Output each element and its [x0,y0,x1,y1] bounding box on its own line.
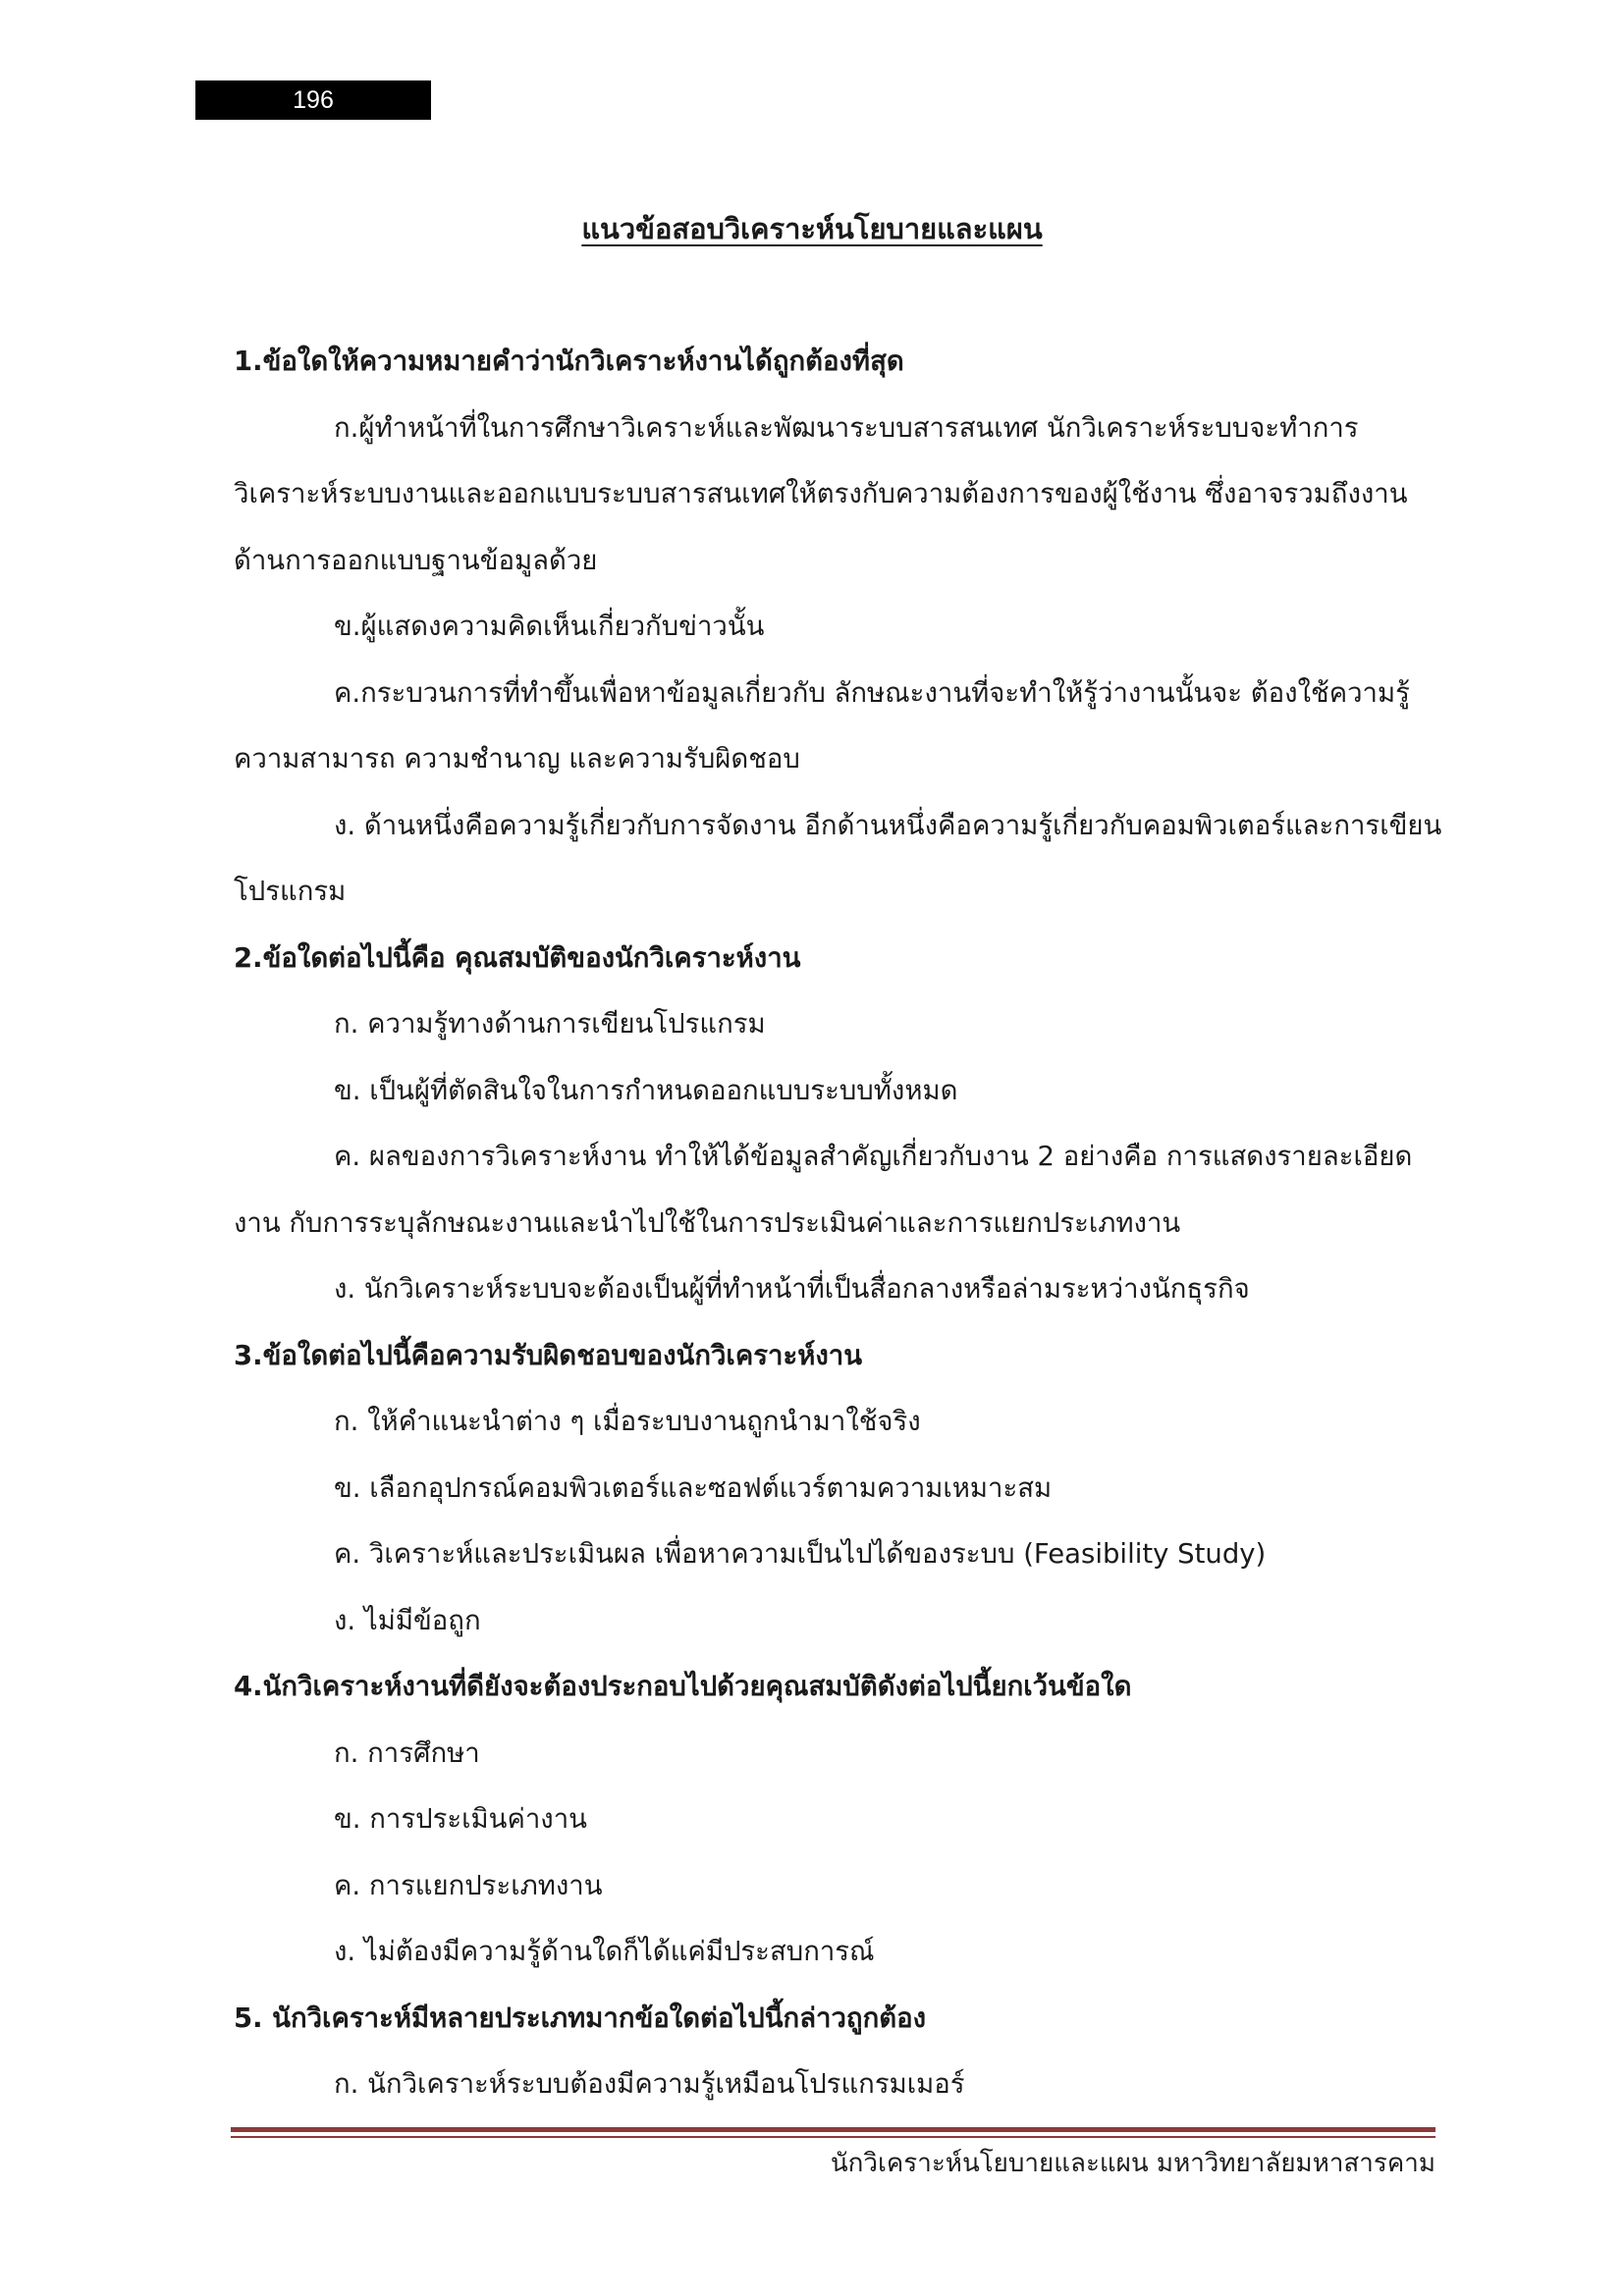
question-text: 1.ข้อใดให้ความหมายคำว่านักวิเคราะห์งานได้ถูกต้องที่สุด [234,346,904,377]
answer-option: งาน กับการระบุลักษณะงานและนำไปใช้ในการประเมินค่าและการแยกประเภทงาน [234,1206,1181,1239]
answer-option: ค. วิเคราะห์และประเมินผล เพื่อหาความเป็นไปได้ของระบบ (Feasibility Study) [334,1538,1267,1570]
answer-option: ก.ผู้ทำหน้าที่ในการศึกษาวิเคราะห์และพัฒนาระบบสารสนเทศ นักวิเคราะห์ระบบจะทำการ [334,411,1359,444]
answer-option: ก. นักวิเคราะห์ระบบต้องมีความรู้เหมือนโปรแกรมเมอร์ [334,2068,965,2100]
answer-option: ด้านการออกแบบฐานข้อมูลด้วย [234,544,598,576]
answer-option: ค.กระบวนการที่ทำขึ้นเพื่อหาข้อมูลเกี่ยวกับ ลักษณะงานที่จะทำให้รู้ว่างานนั้นจะ ต้องใช้ความรู้ [334,676,1410,709]
question-text: 3.ข้อใดต่อไปนี้คือความรับผิดชอบของนักวิเคราะห์งาน [234,1339,863,1371]
answer-option: ก. การศึกษา [334,1736,480,1769]
answer-option: วิเคราะห์ระบบงานและออกแบบระบบสารสนเทศให้ตรงกับความต้องการของผู้ใช้งาน ซึ่งอาจรวมถึงงาน [234,478,1408,509]
question-text: 4.นักวิเคราะห์งานที่ดียังจะต้องประกอบไปด้วยคุณสมบัติดังต่อไปนี้ยกเว้นข้อใด [234,1671,1132,1702]
answer-option: ข.ผู้แสดงความคิดเห็นเกี่ยวกับข่าวนั้น [334,611,765,642]
question-text: 2.ข้อใดต่อไปนี้คือ คุณสมบัติของนักวิเคราะห์งาน [234,941,801,974]
answer-option: ค. การแยกประเภทงาน [334,1869,603,1901]
footer-text: นักวิเคราะห์นโยบายและแผน มหาวิทยาลัยมหาสารคาม [830,2149,1435,2178]
footer-divider [231,2127,1435,2132]
page-number: 196 [195,80,431,120]
answer-option: ง. นักวิเคราะห์ระบบจะต้องเป็นผู้ที่ทำหน้าที่เป็นสื่อกลางหรือล่ามระหว่างนักธุรกิจ [334,1273,1250,1305]
question-text: 5. นักวิเคราะห์มีหลายประเภทมากข้อใดต่อไปนี้กล่าวถูกต้อง [234,2002,927,2034]
answer-option: ค. ผลของการวิเคราะห์งาน ทำให้ได้ข้อมูลสำคัญเกี่ยวกับงาน 2 อย่างคือ การแสดงรายละเอียด [334,1141,1413,1172]
answer-option: ก. ให้คำแนะนำต่าง ๆ เมื่อระบบงานถูกนำมาใช้จริง [334,1406,921,1437]
question-list [234,329,1442,2118]
answer-option: ความสามารถ ความชำนาญ และความรับผิดชอบ [234,743,800,774]
answer-option: ข. การประเมินค่างาน [334,1803,587,1835]
answer-option: ก. ความรู้ทางด้านการเขียนโปรแกรม [334,1008,766,1040]
footer-divider-thin [231,2136,1435,2138]
answer-option: ง. ด้านหนึ่งคือความรู้เกี่ยวกับการจัดงาน อีกด้านหนึ่งคือความรู้เกี่ยวกับคอมพิวเตอร์และการเขียน [334,809,1442,841]
page-title: แนวข้อสอบวิเคราะห์นโยบายและแผน [581,212,1043,245]
answer-option: ข. เลือกอุปกรณ์คอมพิวเตอร์และซอฟต์แวร์ตามความเหมาะสม [334,1471,1053,1504]
answer-option: ง. ไม่มีข้อถูก [334,1604,481,1636]
answer-option: โปรแกรม [234,876,347,907]
answer-option: ง. ไม่ต้องมีความรู้ด้านใดก็ได้แค่มีประสบการณ์ [334,1936,875,1967]
answer-option: ข. เป็นผู้ที่ตัดสินใจในการกำหนดออกแบบระบบทั้งหมด [334,1074,958,1106]
